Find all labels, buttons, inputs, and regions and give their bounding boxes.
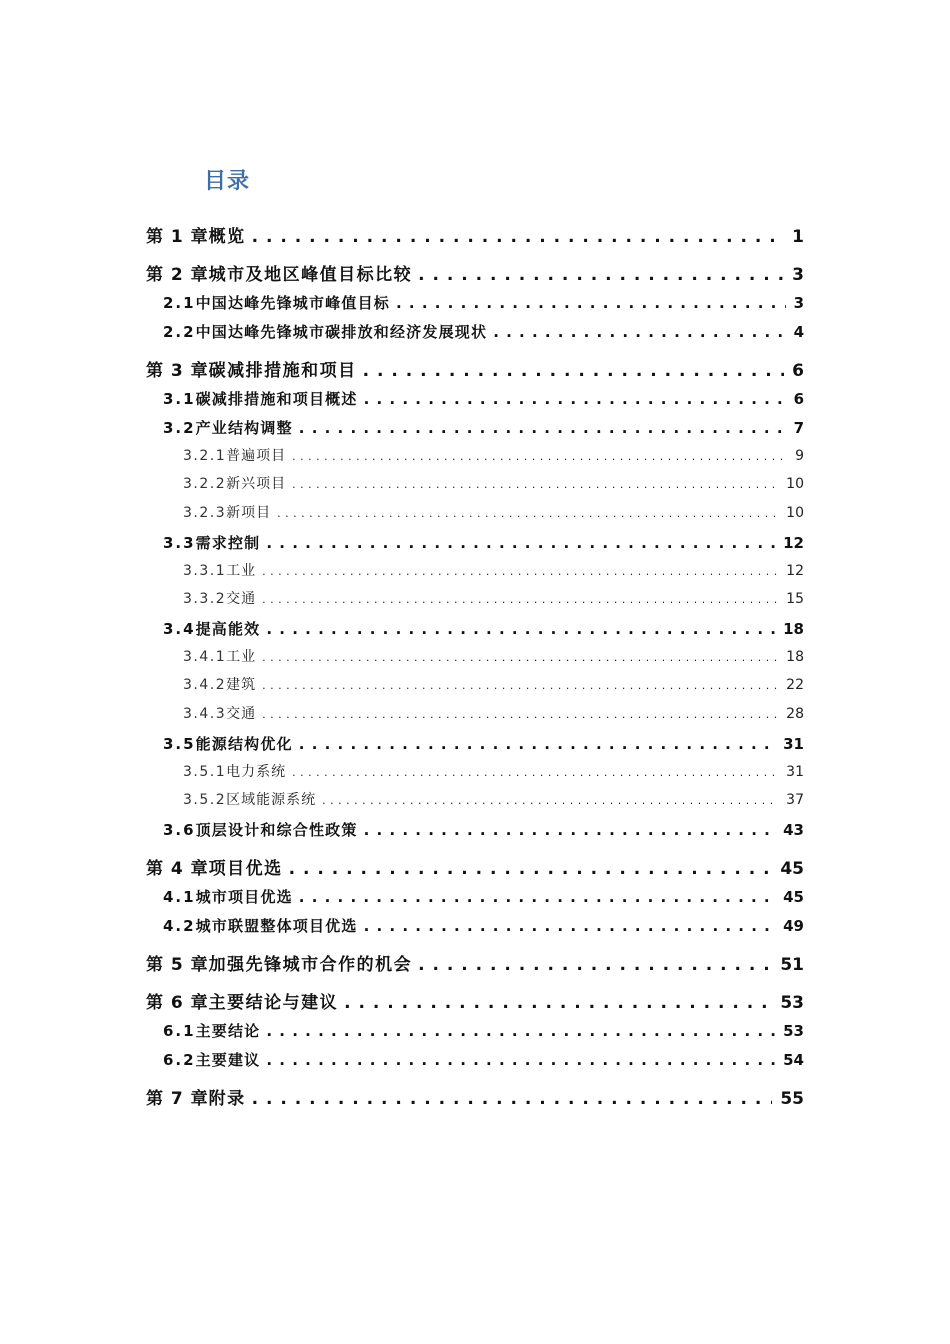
toc-entry[interactable] [163, 320, 804, 344]
toc-entry-number: 第 3 章 [146, 361, 209, 381]
toc-entry[interactable] [146, 224, 804, 250]
toc-entry-page: 10 [786, 505, 804, 521]
toc-entry-number: 3.3.2 [183, 591, 227, 607]
toc-entry-title: 区域能源系统 [226, 792, 317, 808]
dot-leader [289, 856, 773, 882]
toc-entry-number: 3.2 [163, 419, 196, 437]
toc-entry[interactable] [146, 990, 804, 1016]
toc-entry-title: 提高能效 [195, 620, 261, 638]
toc-entry[interactable] [146, 262, 804, 288]
toc-entry-page: 6 [793, 390, 804, 408]
toc-entry-number: 4.2 [163, 917, 196, 935]
dot-leader [396, 291, 786, 315]
toc-entry-page: 12 [786, 563, 804, 579]
dot-leader [363, 358, 784, 384]
toc-entry[interactable] [163, 732, 804, 756]
toc-entry-title: 电力系统 [226, 764, 287, 780]
toc-entry-page: 31 [783, 735, 804, 753]
dot-leader [277, 503, 778, 525]
toc-entry-page: 3 [793, 294, 804, 312]
toc-entry[interactable] [163, 617, 804, 641]
toc-entry-title: 附录 [208, 1089, 246, 1109]
toc-entry-title: 概览 [208, 227, 246, 247]
dot-leader [266, 1048, 775, 1072]
toc-entry[interactable] [183, 502, 804, 524]
dot-leader [418, 262, 784, 288]
toc-entry[interactable] [163, 1048, 804, 1072]
toc-entry-title: 新项目 [226, 505, 272, 521]
toc-entry-number: 3.3.1 [183, 563, 227, 579]
toc-entry-page: 53 [780, 993, 804, 1013]
dot-leader [252, 224, 784, 250]
toc-entry[interactable] [183, 473, 804, 495]
toc-entry-number: 3.4.2 [183, 677, 227, 693]
toc-entry[interactable] [183, 761, 804, 783]
toc-entry-page: 3 [792, 265, 804, 285]
dot-leader [292, 446, 787, 468]
toc-entry-number: 3.1 [163, 390, 196, 408]
toc-entry-number: 6.2 [163, 1051, 196, 1069]
toc-entry-number: 2.1 [163, 294, 196, 312]
toc-entry[interactable] [183, 588, 804, 610]
toc-entry-page: 18 [783, 620, 804, 638]
toc-entry-page: 45 [780, 859, 804, 879]
toc-entry[interactable] [163, 914, 804, 938]
toc-entry-title: 项目优选 [208, 859, 283, 879]
toc-entry-number: 3.5.1 [183, 764, 227, 780]
toc-entry-page: 28 [786, 706, 804, 722]
toc-entry-page: 9 [795, 448, 804, 464]
toc-entry-number: 3.4.3 [183, 706, 227, 722]
toc-entry[interactable] [183, 703, 804, 725]
toc-entry-number: 3.4.1 [183, 649, 227, 665]
toc-entry-number: 2.2 [163, 323, 196, 341]
toc-entry-title: 交通 [226, 706, 257, 722]
toc-entry-number: 3.2.2 [183, 476, 227, 492]
toc-entry[interactable] [146, 1086, 804, 1112]
dot-leader [262, 704, 778, 726]
dot-leader [262, 561, 778, 583]
toc-entry-title: 碳减排措施和项目概述 [195, 390, 358, 408]
toc-entry-title: 顶层设计和综合性政策 [195, 821, 358, 839]
toc-entry-title: 新兴项目 [226, 476, 287, 492]
dot-leader [262, 675, 778, 697]
dot-leader [299, 416, 786, 440]
toc-entry[interactable] [163, 387, 804, 411]
toc-entry-title: 主要结论与建议 [208, 993, 339, 1013]
toc-entry[interactable] [163, 818, 804, 842]
toc-entry-number: 4.1 [163, 888, 196, 906]
toc-entry-number: 3.5 [163, 735, 196, 753]
toc-entry-title: 碳减排措施和项目 [208, 361, 357, 381]
toc-entry-title: 交通 [226, 591, 257, 607]
toc-entry-number: 第 4 章 [146, 859, 209, 879]
toc-entry-title: 产业结构调整 [195, 419, 293, 437]
toc-entry-page: 54 [783, 1051, 804, 1069]
toc-entry[interactable] [183, 646, 804, 668]
toc-entry-title: 主要结论 [195, 1022, 261, 1040]
toc-entry-page: 43 [783, 821, 804, 839]
toc-entry[interactable] [183, 560, 804, 582]
toc-entry[interactable] [183, 674, 804, 696]
toc-entry-title: 建筑 [226, 677, 257, 693]
toc-entry-page: 4 [793, 323, 804, 341]
dot-leader [292, 762, 778, 784]
toc-entry-number: 第 5 章 [146, 955, 209, 975]
toc-entry-page: 37 [786, 792, 804, 808]
toc-entry-number: 3.2.3 [183, 505, 227, 521]
dot-leader [266, 1019, 775, 1043]
dot-leader [322, 790, 778, 812]
toc-entry[interactable] [163, 885, 804, 909]
dot-leader [418, 952, 772, 978]
toc-entry-number: 3.3 [163, 534, 196, 552]
dot-leader [292, 474, 778, 496]
dot-leader [262, 589, 778, 611]
toc-entry-page: 45 [783, 888, 804, 906]
toc-entry[interactable] [163, 291, 804, 315]
toc-entry[interactable] [163, 1019, 804, 1043]
toc-entry-page: 7 [793, 419, 804, 437]
toc-entry-title: 加强先锋城市合作的机会 [208, 955, 413, 975]
dot-leader [364, 387, 786, 411]
toc-entry-number: 6.1 [163, 1022, 196, 1040]
toc-entry-page: 51 [780, 955, 804, 975]
dot-leader [344, 990, 772, 1016]
toc-entry[interactable] [163, 416, 804, 440]
toc-entry[interactable] [163, 531, 804, 555]
toc-entry[interactable] [146, 856, 804, 882]
dot-leader [266, 617, 775, 641]
toc-entry-page: 31 [786, 764, 804, 780]
toc-entry-title: 城市联盟整体项目优选 [195, 917, 358, 935]
toc-entry-page: 49 [783, 917, 804, 935]
toc-entry-number: 第 1 章 [146, 227, 209, 247]
page-title: 目录 [204, 169, 251, 194]
toc-entry[interactable] [146, 952, 804, 978]
toc-entry-page: 6 [792, 361, 804, 381]
toc-entry-page: 18 [786, 649, 804, 665]
toc-entry-page: 15 [786, 591, 804, 607]
toc-entry-title: 需求控制 [195, 534, 261, 552]
toc-entry[interactable] [183, 445, 804, 467]
toc-entry-title: 城市项目优选 [195, 888, 293, 906]
toc-entry-title: 中国达峰先锋城市碳排放和经济发展现状 [195, 323, 488, 341]
toc-entry-page: 1 [792, 227, 804, 247]
toc-entry-number: 第 2 章 [146, 265, 209, 285]
toc-entry-number: 第 6 章 [146, 993, 209, 1013]
dot-leader [364, 914, 776, 938]
dot-leader [493, 320, 785, 344]
toc-entry[interactable] [146, 358, 804, 384]
dot-leader [299, 885, 775, 909]
toc-entry-title: 工业 [226, 649, 257, 665]
toc-entry-number: 3.2.1 [183, 448, 227, 464]
toc-entry-title: 城市及地区峰值目标比较 [208, 265, 413, 285]
toc-entry-title: 能源结构优化 [195, 735, 293, 753]
toc-entry-title: 中国达峰先锋城市峰值目标 [195, 294, 390, 312]
toc-entry-number: 3.6 [163, 821, 196, 839]
toc-entry-page: 10 [786, 476, 804, 492]
toc-entry-number: 第 7 章 [146, 1089, 209, 1109]
dot-leader [266, 531, 775, 555]
toc-entry-page: 12 [783, 534, 804, 552]
dot-leader [262, 647, 778, 669]
dot-leader [252, 1086, 773, 1112]
toc-entry-number: 3.5.2 [183, 792, 227, 808]
toc-entry-page: 53 [783, 1022, 804, 1040]
toc-entry-page: 22 [786, 677, 804, 693]
toc-entry-page: 55 [780, 1089, 804, 1109]
dot-leader [299, 732, 775, 756]
toc-entry-title: 主要建议 [195, 1051, 261, 1069]
toc-entry-number: 3.4 [163, 620, 196, 638]
toc-entry[interactable] [183, 789, 804, 811]
dot-leader [364, 818, 776, 842]
toc-entry-title: 工业 [226, 563, 257, 579]
toc-entry-title: 普遍项目 [226, 448, 287, 464]
